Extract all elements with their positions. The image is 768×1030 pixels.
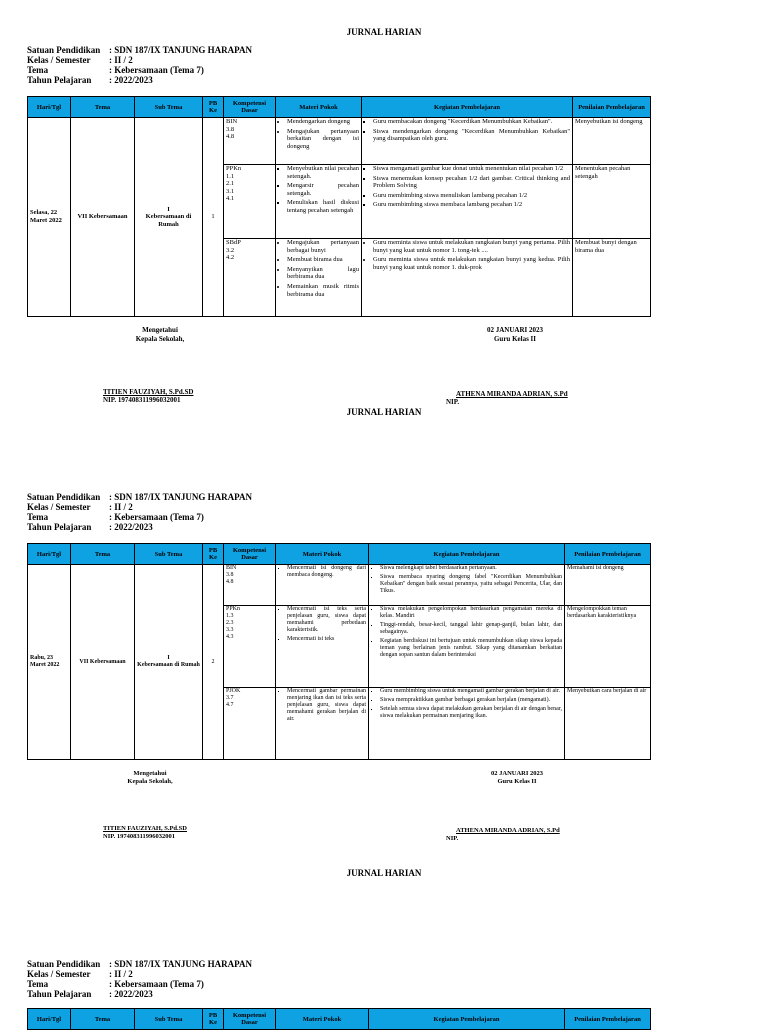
header-cell: Kegiatan Pembelajaran [369, 1009, 565, 1030]
list-item: ▪ Guru membimbing siswa untuk mengamati gambar gerakan berjalan di air. [380, 688, 562, 695]
header-cell: Sub Tema [135, 1009, 203, 1030]
subtema-number: I [167, 655, 170, 661]
list-item: • Guru meminta siswa untuk melakukan rangkaian bunyi yang pertama. Pilih bunyi yang kuat untuk nomor 1. tong-tek .... [373, 239, 570, 254]
teacher-name: ATHENA MIRANDA ADRIAN, S.Pd [456, 390, 568, 398]
kd-cell: PPKn 1.1 2.1 3.1 4.1 [224, 165, 276, 239]
teacher-name: ATHENA MIRANDA ADRIAN, S.Pd [456, 827, 560, 834]
info-label: Satuan Pendidikan [27, 492, 101, 502]
header-cell: Kompetensi Dasar [224, 97, 276, 118]
journal-table [27, 96, 651, 317]
header-cell: PB Ke [203, 97, 224, 118]
materi-cell [276, 118, 362, 165]
signature-right [446, 390, 568, 406]
info-label: Tema [27, 979, 49, 989]
signature-left [103, 388, 193, 404]
header-cell: Tema [71, 97, 135, 118]
info-value: : 2022/2023 [109, 522, 153, 532]
list-item: ▪ Kegiatan berdiskusi ini bertujuan untuk menumbuhkan sikap siswa kepada teman yang berlainan jenis rambut. Sikap yang ditanamkan berkaitan dengan sopan santun dalam berinteraksi [380, 638, 562, 659]
header-cell: Penilaian Pembelajaran [565, 544, 651, 565]
journal-table [27, 543, 651, 760]
info-value: : II / 2 [109, 502, 133, 512]
info-value: : Kebersamaan (Tema 7) [109, 512, 204, 522]
penilaian-cell: Memahami isi dongeng [565, 565, 651, 606]
penilaian-cell: Membuat bunyi dengan birama dua [573, 239, 651, 317]
header-cell: Penilaian Pembelajaran [565, 1009, 651, 1030]
kd-cell: PJOK 3.7 4.7 [224, 688, 276, 760]
kegiatan-cell [369, 688, 565, 760]
list-item: ▪ Siswa melengkapi tabel berdasarkan pertanyaan. [380, 565, 562, 572]
header-cell: Tema [71, 544, 135, 565]
list-item: ▪ Mencermati isi dongeng dari membaca dongeng. [287, 565, 366, 579]
signature-left-header [90, 770, 210, 786]
info-label: Kelas / Semester [27, 55, 91, 65]
header-cell: Kegiatan Pembelajaran [362, 97, 573, 118]
table-header-row [28, 1009, 651, 1030]
info-value: : SDN 187/IX TANJUNG HARAPAN [109, 492, 253, 502]
info-label: Tema [27, 512, 49, 522]
list-item: ▪ Guru membimbing siswa menuliskan lambang pecahan 1/2 [373, 192, 570, 200]
header-cell: Tema [71, 1009, 135, 1030]
header-cell: Materi Pokok [276, 544, 369, 565]
journal-info [27, 45, 252, 85]
materi-cell [276, 565, 369, 606]
guru-kelas-label: Guru Kelas II [493, 335, 536, 343]
kegiatan-cell [362, 239, 573, 317]
tema-cell: VII Kebersamaan [71, 118, 135, 317]
hari-cell: Selasa, 22 Maret 2022 [28, 118, 71, 317]
info-label: Tahun Pelajaran [27, 522, 92, 532]
table-row [28, 118, 651, 165]
info-label: Tema [27, 65, 49, 75]
header-cell: Kompetensi Dasar [224, 544, 276, 565]
guru-kelas-label: Guru Kelas II [497, 778, 537, 785]
info-value: : Kebersamaan (Tema 7) [109, 979, 204, 989]
header-cell: Penilaian Pembelajaran [573, 97, 651, 118]
list-item: ▪ Mencermati gambar permainan menjaring ikan dan isi teks serta penjelasan guru, siswa dapat memahami gerakan berjalan di air. [287, 688, 366, 723]
signature-right [446, 827, 560, 843]
header-cell: Sub Tema [135, 544, 203, 565]
header-cell: Kegiatan Pembelajaran [369, 544, 565, 565]
list-item: ▪ Tinggi-rendah, besar-kecil, tanggal lahir genap-ganjil, bulan lahir, dan sebagainya. [380, 622, 562, 636]
header-cell: Hari/Tgl [28, 97, 71, 118]
subtema-text: Kebersamaan di Rumah [137, 662, 200, 668]
list-item: ▪ Siswa mendengarkan dongeng "Kecerdikan Menumbuhkan Kebaikan" yang disampaikan oleh guru. [373, 128, 570, 143]
table-header-row [28, 544, 651, 565]
list-item: ▪ Siswa membaca nyaring dongeng fabel "Kecerdikan Menumbuhkan Kebaikan" dengan baik sesuai perannya, yaitu sebagai Pencerita, Ular, dan Tikus. [380, 574, 562, 595]
info-label: Kelas / Semester [27, 969, 91, 979]
list-item: • Mendengarkan dongeng [287, 118, 359, 126]
header-cell: Materi Pokok [276, 97, 362, 118]
signature-left [103, 825, 187, 841]
list-item: • Mengajukan pertanyaan berbagai bunyi [287, 239, 359, 254]
hari-cell: Rabu, 23 Maret 2022 [28, 565, 71, 760]
header-cell: Materi Pokok [276, 1009, 369, 1030]
info-value: : II / 2 [109, 969, 133, 979]
journal-title: JURNAL HARIAN [346, 868, 422, 878]
kegiatan-cell [369, 565, 565, 606]
list-item: ▪ Setelah semua siswa dapat melakukan gerakan berjalan di air dengan benar, siswa melakukan permainan menjaring ikan. [380, 706, 562, 720]
materi-cell [276, 688, 369, 760]
journal-title: JURNAL HARIAN [346, 407, 422, 417]
list-item: ▪ Menyebutkan nilai pecahan setengah. [287, 165, 359, 180]
headmaster-name: TITIEN FAUZIYAH, S.Pd.SD [103, 825, 187, 832]
kd-cell: BIN 3.8 4.8 [224, 118, 276, 165]
header-cell: Kompetensi Dasar [224, 1009, 276, 1030]
list-item: • Memainkan musik ritmis berbirama dua [287, 283, 359, 298]
headmaster-nip: NIP. 197408311996032001 [103, 396, 181, 404]
teacher-nip: NIP. [446, 835, 459, 842]
list-item: • Mengajukan pertanyaan berkaitan dengan isi dongeng [287, 128, 359, 151]
penilaian-cell: Mengelompokkan teman berdasarkan karakteristiknya [565, 606, 651, 688]
date-label: 02 JANUARI 2023 [487, 326, 543, 334]
list-item: ▪ Menuliskan hasil diskusi tentang pecahan setengah [287, 199, 359, 214]
subtema-number: I [167, 205, 170, 213]
list-item: ▪ Siswa menemukan konsep pecahan 1/2 dari gambar. Critical thinking and Problem Solving [373, 175, 570, 190]
list-item: ▪ Siswa melakukan pengelompokan berdasarkan pengamatan mereka di kelas. Mandiri [380, 606, 562, 620]
date-label: 02 JANUARI 2023 [491, 770, 543, 777]
list-item: ▪ Siswa mengamati gambar kue donat untuk menentukan nilai pecahan 1/2 [373, 165, 570, 173]
list-item: ▪ Mencermati isi teks serta penjelasan guru, siswa dapat memahami perbedaan karakteristik. [287, 606, 366, 634]
table-header-row [28, 97, 651, 118]
info-value: : SDN 187/IX TANJUNG HARAPAN [109, 959, 253, 969]
materi-cell [276, 606, 369, 688]
signature-left-header [100, 326, 220, 344]
penilaian-cell: Menyebutkan cara berjalan di air [565, 688, 651, 760]
list-item: ▪ Guru membacakan dongeng "Kecerdikan Menumbuhkan Kebaikan". [373, 118, 570, 126]
pb-cell: 2 [203, 565, 224, 760]
mengetahui-label: Mengetahui [133, 770, 167, 777]
info-value: : 2022/2023 [109, 75, 153, 85]
info-value: : Kebersamaan (Tema 7) [109, 65, 204, 75]
kd-cell: BIN 3.8 4.8 [224, 565, 276, 606]
penilaian-cell: Menentukan pecahan setengah [573, 165, 651, 239]
header-cell: Hari/Tgl [28, 1009, 71, 1030]
list-item: • Membuat birama dua [287, 256, 359, 264]
list-item: ▪ Mengarsir pecahan setengah. [287, 182, 359, 197]
info-label: Tahun Pelajaran [27, 75, 92, 85]
materi-cell [276, 165, 362, 239]
info-value: : II / 2 [109, 55, 133, 65]
kd-cell: PPKn 1.3 2.3 3.3 4.3 [224, 606, 276, 688]
signature-right-header [450, 326, 580, 344]
list-item: ▪ Siswa mempraktikkan gambar berbagai gerakan berjalan (mengamati). [380, 697, 562, 704]
kd-cell: SBdP 3.2 4.2 [224, 239, 276, 317]
header-cell: Hari/Tgl [28, 544, 71, 565]
list-item: • Guru meminta siswa untuk melakukan rangkaian bunyi yang kedua. Pilih bunyi yang kuat untuk nomor 1. duk-prok [373, 256, 570, 271]
table-row [28, 565, 651, 606]
info-value: : SDN 187/IX TANJUNG HARAPAN [109, 45, 253, 55]
headmaster-name: TITIEN FAUZIYAH, S.Pd.SD [103, 388, 194, 396]
signature-right-header [452, 770, 582, 786]
header-cell: PB Ke [203, 544, 224, 565]
header-cell: Sub Tema [135, 97, 203, 118]
list-item: • Menyanyikan lagu berbirama dua [287, 266, 359, 281]
pb-cell: 1 [203, 118, 224, 317]
info-label: Satuan Pendidikan [27, 45, 101, 55]
penilaian-cell: Menyebutkan isi dongeng [573, 118, 651, 165]
info-label: Kelas / Semester [27, 502, 91, 512]
materi-cell [276, 239, 362, 317]
journal-info [27, 959, 252, 999]
journal-title: JURNAL HARIAN [346, 27, 422, 37]
tema-cell: VII Kebersamaan [71, 565, 135, 760]
kegiatan-cell [362, 165, 573, 239]
header-cell: PB Ke [203, 1009, 224, 1030]
subtema-text: Kebersamaan di Rumah [145, 213, 192, 228]
kepala-sekolah-label: Kepala Sekolah, [127, 778, 173, 785]
journal-table [27, 1008, 651, 1030]
kepala-sekolah-label: Kepala Sekolah, [135, 335, 185, 343]
list-item: ▪ Guru membimbing siswa membaca lambang pecahan 1/2 [373, 201, 570, 209]
teacher-nip: NIP. [446, 398, 460, 406]
info-label: Tahun Pelajaran [27, 989, 92, 999]
mengetahui-label: Mengetahui [142, 326, 178, 334]
info-label: Satuan Pendidikan [27, 959, 101, 969]
subtema-cell [135, 118, 203, 317]
headmaster-nip: NIP. 197408311996032001 [103, 833, 175, 840]
list-item: ▪ Mencermati isi teks [287, 636, 366, 643]
kegiatan-cell [369, 606, 565, 688]
kegiatan-cell [362, 118, 573, 165]
journal-info [27, 492, 252, 532]
subtema-cell [135, 565, 203, 760]
info-value: : 2022/2023 [109, 989, 153, 999]
